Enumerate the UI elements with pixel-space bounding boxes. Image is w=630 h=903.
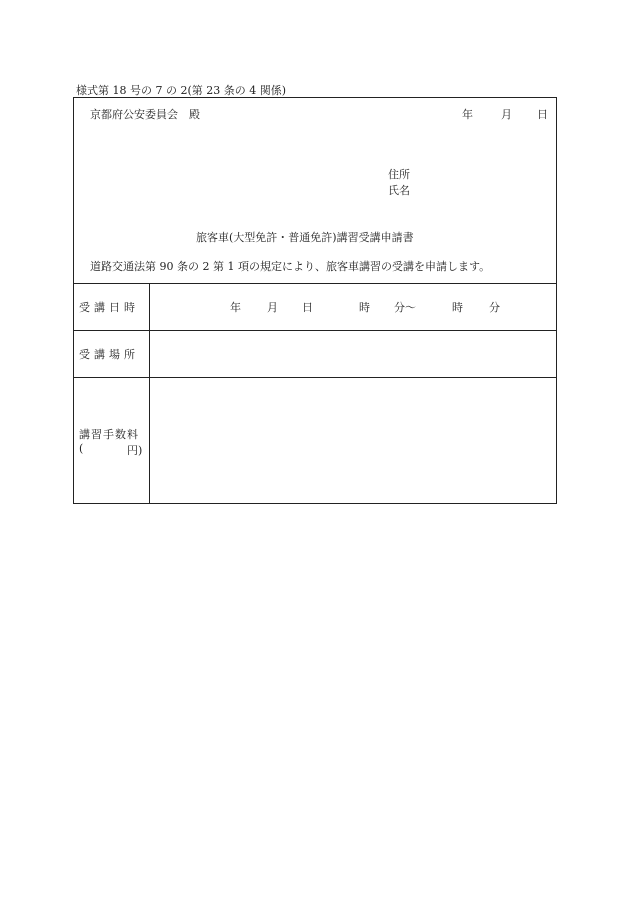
- addressee: 京都府公安委員会 殿: [90, 108, 200, 121]
- fee-unit: 円): [127, 444, 143, 457]
- datetime-year: 年: [230, 301, 241, 314]
- row-place: [74, 330, 556, 377]
- datetime-end-minute: 分: [489, 301, 500, 314]
- datetime-start-hour: 時: [359, 301, 370, 314]
- row-datetime: [74, 283, 556, 330]
- column-divider: [149, 283, 150, 503]
- name-label: 氏名: [388, 184, 410, 197]
- date-month-label: 月: [501, 108, 512, 121]
- date-day-label: 日: [537, 108, 548, 121]
- fee-label: 講習手数料: [79, 428, 139, 441]
- datetime-month: 月: [267, 301, 278, 314]
- datetime-day: 日: [302, 301, 313, 314]
- form-number: 様式第 18 号の 7 の 2(第 23 条の 4 関係): [76, 84, 287, 97]
- place-label: 受講場所: [79, 348, 139, 361]
- row-fee: [74, 377, 556, 503]
- application-statement: 道路交通法第 90 条の 2 第 1 項の規定により、旅客車講習の受講を申請します。: [90, 260, 491, 273]
- datetime-label: 受講日時: [79, 301, 139, 314]
- date-year-label: 年: [462, 108, 473, 121]
- datetime-start-minute: 分〜: [394, 301, 416, 314]
- fee-paren-open: (: [79, 442, 84, 455]
- form-header: [74, 98, 556, 283]
- form-title: 旅客車(大型免許・普通免許)講習受講申請書: [196, 231, 414, 244]
- datetime-end-hour: 時: [452, 301, 463, 314]
- address-label: 住所: [388, 168, 410, 181]
- application-form: [73, 97, 557, 504]
